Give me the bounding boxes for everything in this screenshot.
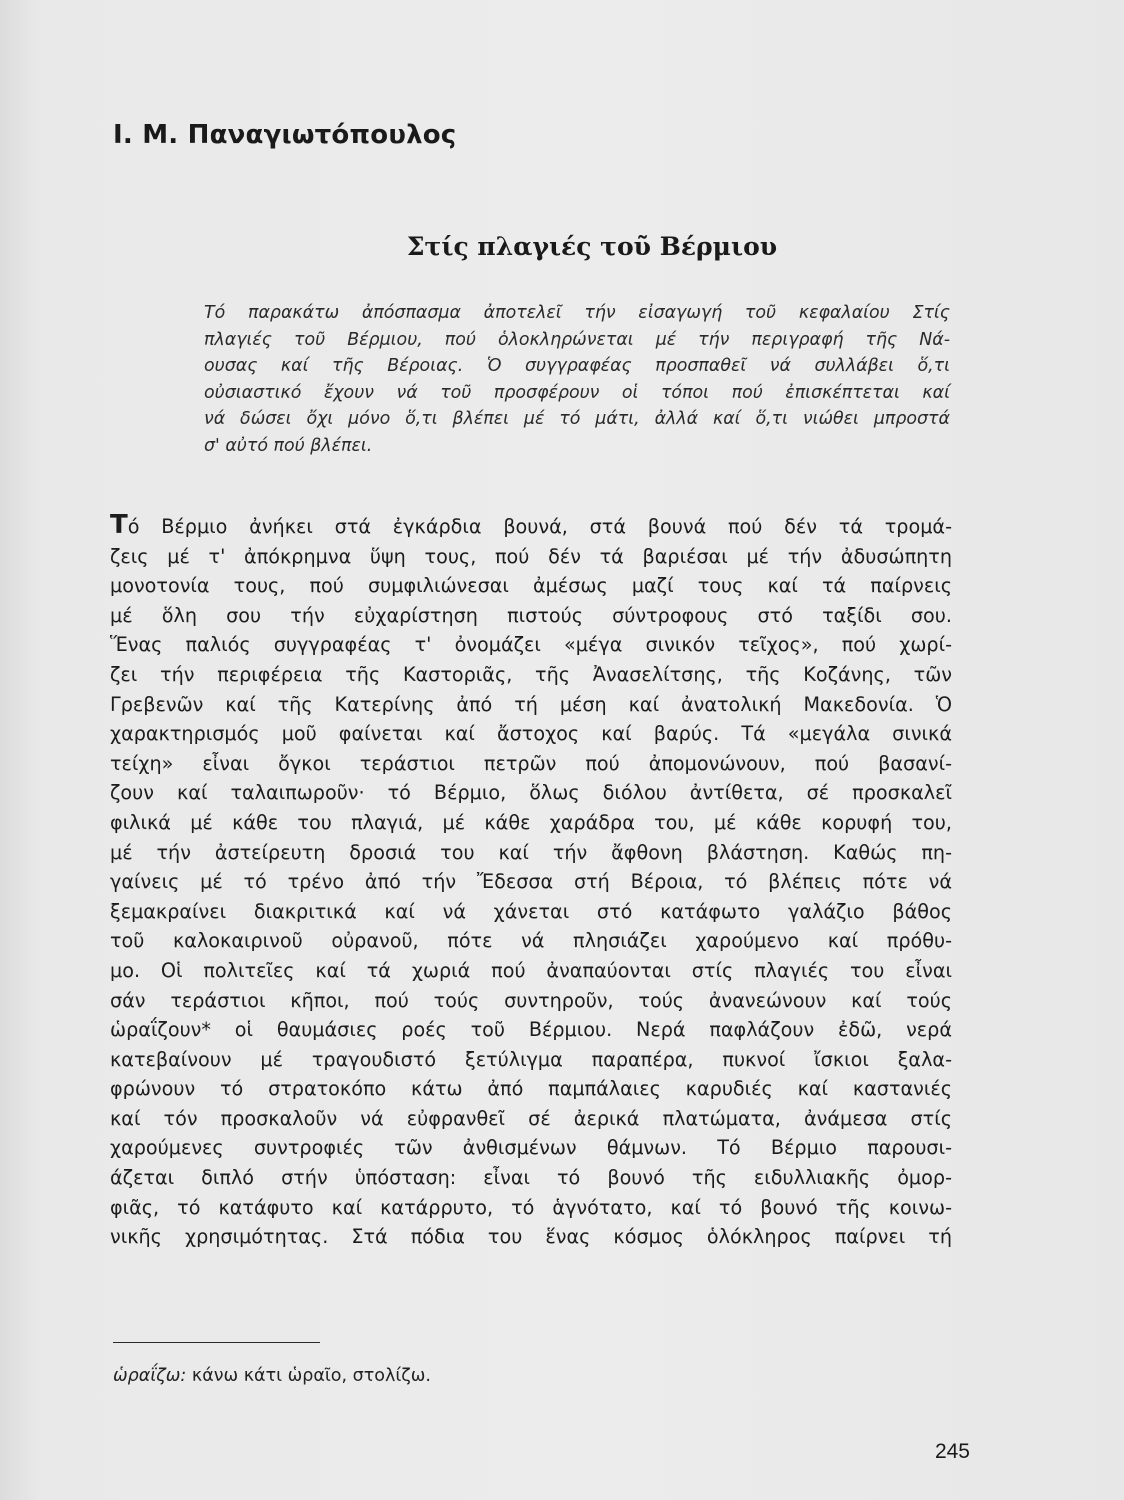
body-line: μονοτονία τους, πού συμφιλιώνεσαι ἀμέσως μαζί τους καί τά παίρνεις bbox=[110, 574, 952, 598]
body-line: ζεις μέ τ' ἀπόκρημνα ὕψη τους, πού δέν τά βαριέσαι μέ τήν ἀδυσώπητη bbox=[110, 544, 952, 568]
footnote-term: ὡραΐζω: bbox=[113, 1366, 187, 1386]
intro-line: ουσας καί τῆς Βέροιας. Ὁ συγγραφέας προσπαθεῖ νά συλλάβει ὅ,τι bbox=[204, 356, 950, 376]
body-line: χαρακτηρισμός μοῦ φαίνεται καί ἄστοχος καί βαρύς. Τά «μεγάλα σινικά bbox=[110, 722, 952, 746]
body-line: χαρούμενες συντροφιές τῶν ἀνθισμένων θάμνων. Τό Βέρμιο παρουσι- bbox=[110, 1136, 952, 1160]
body-line: μέ τήν ἀστείρευτη δροσιά του καί τήν ἄφθονη βλάστηση. Καθώς πη- bbox=[110, 840, 952, 864]
body-line: φρώνουν τό στρατοκόπο κάτω ἀπό παμπάλαιες καρυδιές καί καστανιές bbox=[110, 1077, 952, 1101]
drop-cap: Τ bbox=[110, 510, 128, 540]
body-line: Ἕνας παλιός συγγραφέας τ' ὀνομάζει «μέγα σινικόν τεῖχος», πού χωρί- bbox=[110, 633, 952, 657]
intro-paragraph bbox=[204, 300, 950, 459]
intro-line: Τό παρακάτω ἀπόσπασμα ἀποτελεῖ τήν εἰσαγωγή τοῦ κεφαλαίου Στίς bbox=[204, 303, 950, 323]
intro-line: νά δώσει ὄχι μόνο ὅ,τι βλέπει μέ τό μάτι, ἀλλά καί ὅ,τι νιώθει μπροστά bbox=[204, 409, 950, 429]
body-line bbox=[110, 512, 952, 542]
body-line: κατεβαίνουν μέ τραγουδιστό ξετύλιγμα παραπέρα, πυκνοί ἴσκιοι ξαλα- bbox=[110, 1047, 952, 1071]
intro-line: σ' αὐτό πού βλέπει. bbox=[204, 435, 373, 456]
body-paragraph bbox=[110, 512, 952, 1252]
body-line: μέ ὅλη σου τήν εὐχαρίστηση πιστούς σύντροφους στό ταξίδι σου. bbox=[110, 603, 952, 627]
body-first-line-text: ό Βέρμιο ἀνήκει στά ἐγκάρδια βουνά, στά βουνά πού δέν τά τρομά- bbox=[127, 515, 952, 538]
intro-line: οὐσιαστικό ἔχουν νά τοῦ προσφέρουν οἱ τόποι πού ἐπισκέπτεται καί bbox=[204, 382, 950, 403]
body-line: μο. Οἱ πολιτεῖες καί τά χωριά πού ἀναπαύονται στίς πλαγιές του εἶναι bbox=[110, 958, 952, 982]
body-line: σάν τεράστιοι κῆποι, πού τούς συντηροῦν, τούς ἀνανεώνουν καί τούς bbox=[110, 988, 952, 1012]
intro-line: πλαγιές τοῦ Βέρμιου, πού ὁλοκληρώνεται μέ τήν περιγραφή τῆς Νά- bbox=[204, 329, 950, 350]
body-line: φιᾶς, τό κατάφυτο καί κατάρρυτο, τό ἁγνότατο, καί τό βουνό τῆς κοινω- bbox=[110, 1195, 952, 1219]
body-line: γαίνεις μέ τό τρένο ἀπό τήν Ἔδεσσα στή Βέροια, τό βλέπεις πότε νά bbox=[110, 870, 952, 894]
footnote-definition: κάνω κάτι ὡραῖο, στολίζω. bbox=[191, 1366, 431, 1386]
author-name: Ι. Μ. Παναγιωτόπουλος bbox=[113, 120, 457, 150]
body-line: νικῆς χρησιμότητας. Στά πόδια του ἕνας κόσμος ὁλόκληρος παίρνει τή bbox=[110, 1225, 952, 1249]
page-number: 245 bbox=[934, 1440, 970, 1463]
body-line: Γρεβενῶν καί τῆς Κατερίνης ἀπό τή μέση καί ἀνατολική Μακεδονία. Ὁ bbox=[110, 692, 952, 716]
body-line: ζουν καί ταλαιπωροῦν· τό Βέρμιο, ὅλως διόλου ἀντίθετα, σέ προσκαλεῖ bbox=[110, 781, 952, 805]
body-line: ζει τήν περιφέρεια τῆς Καστοριᾶς, τῆς Ἀνασελίτσης, τῆς Κοζάνης, τῶν bbox=[110, 662, 952, 686]
body-line: άζεται διπλό στήν ὑπόσταση: εἶναι τό βουνό τῆς ειδυλλιακῆς ὀμορ- bbox=[110, 1166, 952, 1190]
body-line: τείχη» εἶναι ὄγκοι τεράστιοι πετρῶν πού ἀπομονώνουν, πού βασανί- bbox=[110, 751, 952, 775]
footnote-divider bbox=[113, 1342, 320, 1343]
footnote bbox=[113, 1366, 431, 1386]
body-line: καί τόν προσκαλοῦν νά εὐφρανθεῖ σέ ἀερικά πλατώματα, ἀνάμεσα στίς bbox=[110, 1106, 952, 1130]
body-line: τοῦ καλοκαιρινοῦ οὐρανοῦ, πότε νά πλησιάζει χαρούμενο καί πρόθυ- bbox=[110, 929, 952, 953]
body-line: ὡραΐζουν* οἱ θαυμάσιες ροές τοῦ Βέρμιου. Νερά παφλάζουν ἐδῶ, νερά bbox=[110, 1018, 952, 1042]
chapter-title: Στίς πλαγιές τοῦ Βέρμιου bbox=[406, 232, 778, 261]
body-line: ξεμακραίνει διακριτικά καί νά χάνεται στό κατάφωτο γαλάζιο βάθος bbox=[110, 899, 952, 923]
body-line: φιλικά μέ κάθε του πλαγιά, μέ κάθε χαράδρα του, μέ κάθε κορυφή του, bbox=[110, 810, 952, 834]
